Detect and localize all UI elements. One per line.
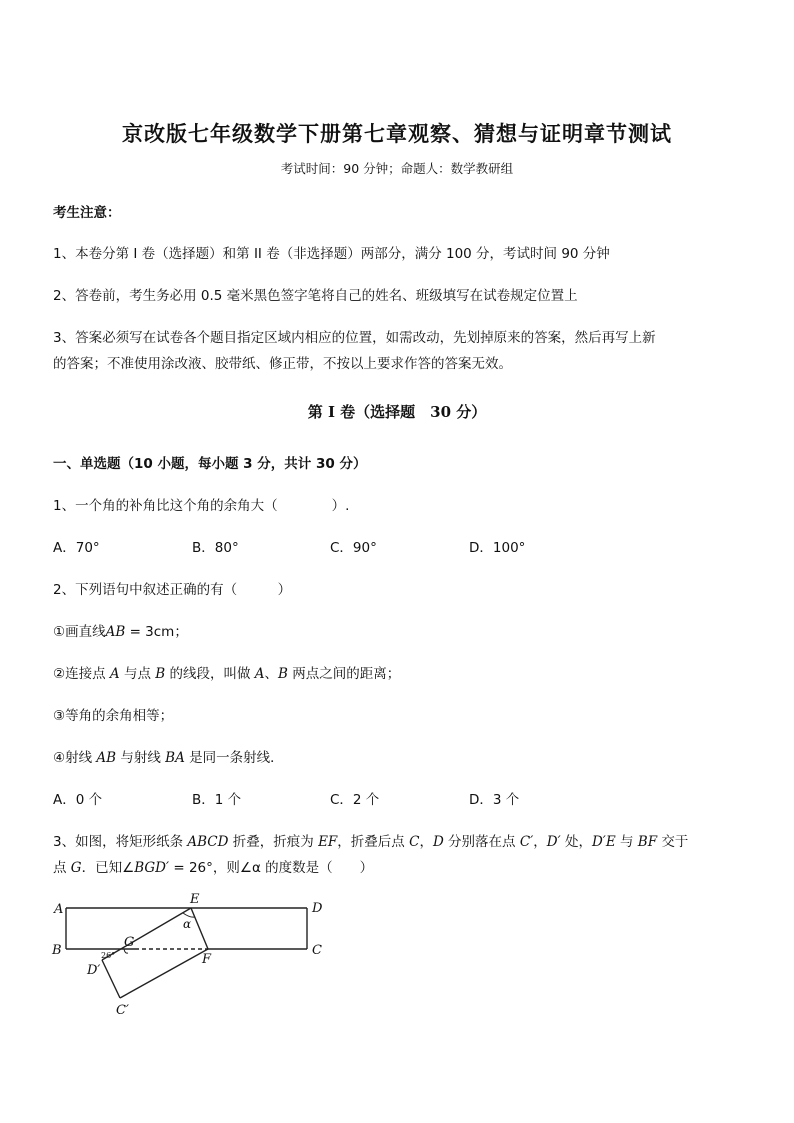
exam-title: 京改版七年级数学下册第七章观察、猜想与证明章节测试 [122,121,672,146]
label-d-prime: D′ [87,963,101,978]
label-e: E [190,892,200,907]
label-a: A [54,902,64,917]
q1-stem: 1、一个角的补角比这个角的余角大（ ）. [53,498,350,514]
label-f: F [202,952,212,967]
q3-stem-line1: 3、如图，将矩形纸条 ABCD 折叠，折痕为 EF，折叠后点 C，D 分别落在点 C′，D′ 处，D′E 与 BF 交于 [53,834,689,850]
q2-statement-2: ②连接点 A 与点 B 的线段，叫做 A、B 两点之间的距离； [53,666,401,682]
fold-figure [40,888,340,1023]
q2-statement-1: ①画直线AB = 3cm； [53,624,188,640]
label-g: G [124,935,135,950]
label-26-degrees: 26° [101,951,116,960]
section-title: 第 I 卷（选择题 30 分） [307,403,487,421]
q1-option-a: A．70° [53,540,100,556]
label-c-prime: C′ [116,1003,129,1018]
q2-stem: 2、下列语句中叙述正确的有（ ） [53,582,292,598]
q1-option-c: C．90° [330,540,377,556]
edge-c-prime-f [120,949,208,998]
q2-option-b: B．1 个 [192,792,242,808]
label-alpha: α [183,917,192,931]
label-b: B [52,943,62,958]
q1-option-d: D．100° [469,540,526,556]
label-d: D [312,901,323,916]
notice-item-1: 1、本卷分第 I 卷（选择题）和第 II 卷（非选择题）两部分，满分 100 分，考试时间 90 分钟 [53,246,610,262]
q2-option-d: D．3 个 [469,792,520,808]
q2-option-c: C．2 个 [330,792,380,808]
q1-option-b: B．80° [192,540,239,556]
crease-ef [191,908,208,949]
edge-d-prime-c-prime [102,960,120,998]
edge-ed-prime [102,908,191,960]
notice-item-3-line2: 的答案；不准使用涂改液、胶带纸、修正带，不按以上要求作答的答案无效。 [53,356,512,372]
part-heading: 一、单选题（10 小题，每小题 3 分，共计 30 分） [53,456,367,472]
notice-item-2: 2、答卷前，考生务必用 0.5 毫米黑色签字笔将自己的姓名、班级填写在试卷规定位置上 [53,288,578,304]
notice-item-3-line1: 3、答案必须写在试卷各个题目指定区域内相应的位置，如需改动，先划掉原来的答案，然后再写上新 [53,330,656,346]
notice-heading: 考生注意： [53,205,121,221]
exam-subtitle: 考试时间：90 分钟；命题人：数学教研组 [280,161,514,176]
q2-option-a: A．0 个 [53,792,103,808]
q3-stem-line2: 点 G．已知∠BGD′ = 26°，则∠α 的度数是（ ） [53,860,374,876]
label-c: C [312,943,322,958]
q2-statement-4: ④射线 AB 与射线 BA 是同一条射线． [53,750,284,766]
q2-statement-3: ③等角的余角相等； [53,708,174,724]
